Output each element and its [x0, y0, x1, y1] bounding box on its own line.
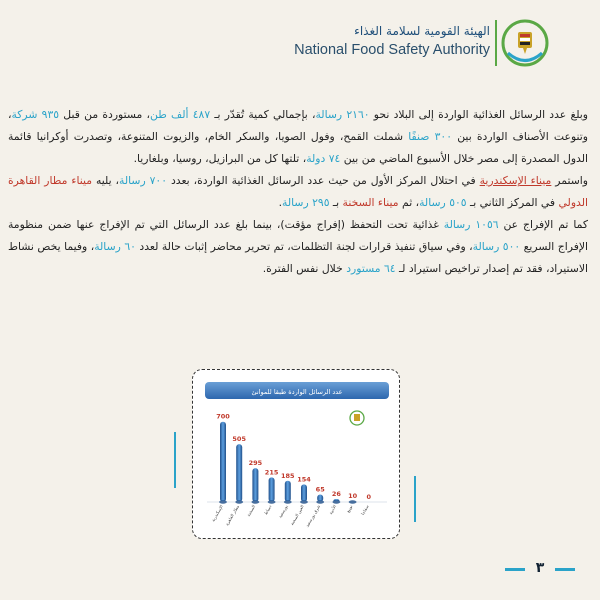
highlighted-text: ١٠٥٦ رسالة	[443, 218, 499, 231]
highlighted-text: ٣٠٠ صنفًا	[408, 130, 453, 143]
bar-value-label: 154	[297, 475, 311, 484]
bar-value-label: 185	[281, 471, 295, 480]
paragraph-ports	[8, 170, 588, 214]
paragraph-arrivals	[8, 104, 588, 170]
text-segment: كما تم الإفراج عن	[498, 218, 588, 231]
x-tick-label: نويبع	[345, 504, 354, 514]
x-tick-label: سفاجا	[359, 504, 370, 516]
x-tick-label: بورسعيد	[277, 504, 289, 519]
x-tick-label: العين السخنة	[289, 504, 305, 527]
highlighted-text: ٧٠٠ رسالة	[119, 174, 168, 187]
x-tick-label: الأدبية	[327, 504, 338, 516]
page-number-rule-right	[555, 568, 575, 571]
bar-value-label: 26	[331, 490, 341, 499]
bar-0	[220, 422, 226, 502]
text-segment: ، وتنوعت الأصناف الواردة بين	[8, 108, 589, 143]
text-segment: وبلغ عدد الرسائل الغذائية الواردة إلى البلاد نحو	[369, 108, 588, 121]
bar-5	[301, 484, 307, 502]
decorative-bracket	[402, 476, 416, 522]
text-segment: بـ	[329, 196, 343, 209]
bar-2	[252, 468, 258, 502]
text-segment: في احتلال المركز الأول من حيث عدد الرسائل الغذائية الواردة، بعدد	[167, 174, 480, 187]
bar-1	[236, 444, 242, 502]
bar-value-label: 295	[248, 459, 263, 468]
bar-value-label: 215	[264, 468, 279, 477]
header	[294, 10, 590, 74]
highlighted-text: ٤٨٧ ألف طن	[150, 108, 211, 121]
highlighted-text: ٢١٦٠ رسالة	[315, 108, 370, 121]
report-text	[8, 104, 588, 280]
bar-value-label: 505	[232, 435, 246, 444]
bar-value-label: 700	[216, 412, 230, 421]
text-segment: غذائية تحت التحفظ (إفراج مؤقت)، بينما بلغ عدد الرسائل التي تم الإفراج عنها ضمن منظومة الإفراج السريع	[8, 218, 589, 253]
decorative-bracket	[174, 432, 190, 488]
text-segment: ، يليه	[92, 174, 120, 187]
x-tick-label: السخنة	[245, 504, 257, 518]
page-number-rule-left	[505, 568, 525, 571]
highlighted-text: ميناء مطار القاهرة الدولي	[8, 174, 588, 209]
x-tick-label: مطار القاهرة	[224, 504, 241, 527]
highlighted-text: ٦٠ رسالة	[94, 240, 136, 253]
text-segment: في المركز الثاني بـ	[466, 196, 559, 209]
highlighted-text: ٧٤ دولة	[306, 152, 341, 165]
bar-3	[269, 477, 275, 502]
text-segment: واستمر	[551, 174, 589, 187]
bar-value-label: 10	[348, 491, 358, 500]
text-segment: ، مستوردة من قبل	[59, 108, 150, 121]
x-tick-label: الإسكندرية	[210, 504, 224, 523]
text-segment: خلال نفس الفترة.	[262, 262, 347, 275]
x-tick-label: شرق بورسعيد	[304, 504, 322, 528]
highlighted-text: ٥٠٠ رسالة	[472, 240, 521, 253]
highlighted-text: ٢٩٥ رسالة	[282, 196, 330, 209]
text-segment: .	[278, 196, 283, 209]
text-segment: ، وفيما يخص نشاط الاستيراد، فقد تم إصدار تراخيص استيراد لـ	[8, 240, 588, 275]
page-number: ٣	[535, 560, 545, 576]
page-number-area	[505, 560, 575, 580]
highlighted-text: ٩٣٥ شركة	[11, 108, 60, 121]
authority-name-arabic: الهيئة القومية لسلامة الغذاء	[354, 24, 490, 38]
logo-divider	[495, 20, 497, 66]
bar-4	[285, 481, 291, 502]
bar-chart	[193, 370, 401, 540]
highlighted-text: ميناء السخنة	[342, 196, 399, 209]
authority-name-english: National Food Safety Authority	[294, 42, 490, 58]
text-segment: ، بإجمالي كمية تُقدّر بـ	[210, 108, 316, 121]
bar-value-label: 0	[366, 493, 372, 501]
text-segment: ، ثم	[398, 196, 420, 209]
nfsa-emblem-icon	[500, 18, 550, 68]
bar-value-label: 65	[315, 485, 325, 494]
highlighted-text: ٥٠٥ رسالة	[419, 196, 467, 209]
chart-title: عدد الرسائل الواردة طبقا للموانئ	[251, 388, 343, 396]
highlighted-text: ميناء الإسكندرية	[479, 174, 552, 187]
text-segment: ، تلتها كل من البرازيل، روسيا، وبلغاريا.	[133, 152, 307, 165]
text-segment: ، وفي سياق تنفيذ قرارات لجنة التظلمات، تم تحرير محاضر إثبات حالة لعدد	[135, 240, 473, 253]
x-tick-label: دمياط	[262, 504, 273, 516]
chart-card	[192, 369, 400, 539]
text-segment: شملت القمح، وفول الصويا، والسكر الخام، والزيوت المتنوعة، وتصدرت أوكرانيا قائمة الدول المصدرة إلى مصر خلال الأسبوع الماضي من بين	[8, 130, 588, 165]
paragraph-release	[8, 214, 588, 280]
highlighted-text: ٦٤ مستورد	[346, 262, 396, 275]
